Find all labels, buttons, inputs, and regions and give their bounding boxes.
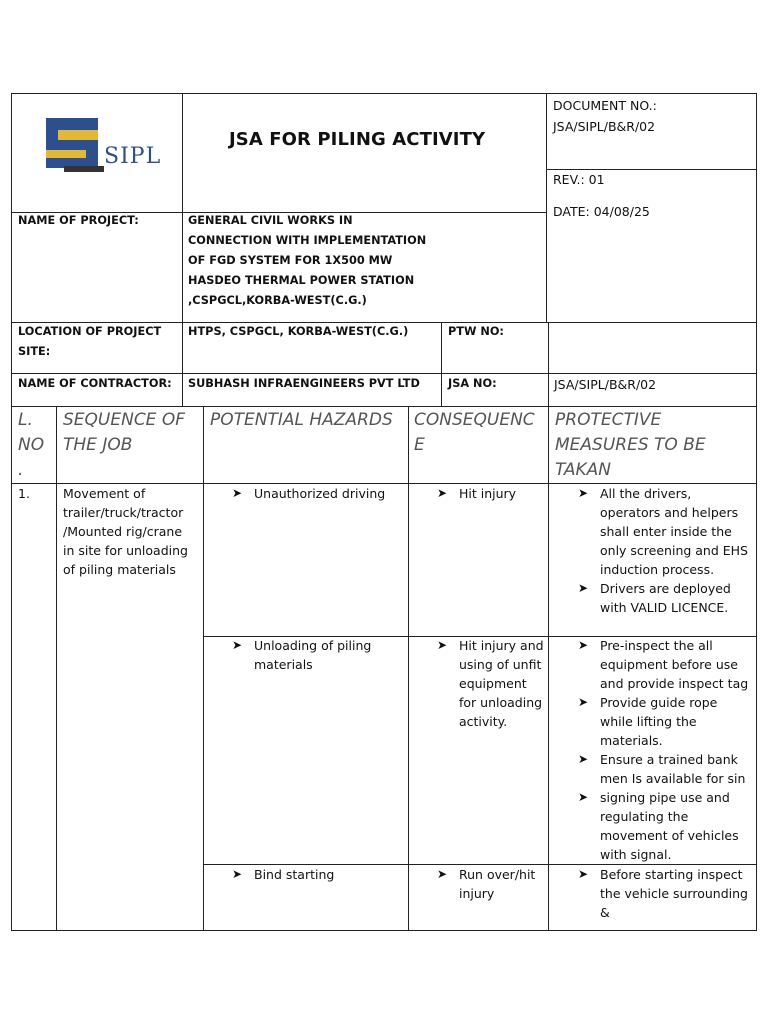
list-item: ➤ Ensure a trained bank men Is available for sin <box>578 752 746 786</box>
arrow-bullet-icon: ➤ <box>578 790 589 804</box>
sipl-logo-icon <box>44 116 106 172</box>
arrow-bullet-icon: ➤ <box>578 486 589 500</box>
col-header-sequence: SEQUENCE OF THE JOB <box>63 410 185 455</box>
row-sequence: Movement of trailer/truck/tractor /Mounted rig/crane in site for unloading of piling materials <box>63 486 188 577</box>
document-title: JSA FOR PILING ACTIVITY <box>229 129 486 150</box>
list-item: ➤ Pre-inspect the all equipment before use and provide inspect tag <box>578 638 749 691</box>
arrow-bullet-icon: ➤ <box>578 867 589 881</box>
col-header-hazards: POTENTIAL HAZARDS <box>210 410 393 430</box>
arrow-bullet-icon: ➤ <box>578 581 589 595</box>
col-header-measures: PROTECTIVE MEASURES TO BE TAKAN <box>555 410 706 480</box>
date: DATE: 04/08/25 <box>553 204 650 219</box>
col-header-consequence: CONSEQUENC E <box>414 410 535 455</box>
jsa-value: JSA/SIPL/B&R/02 <box>554 377 657 392</box>
document-no-label: DOCUMENT NO.: <box>553 98 657 113</box>
consequence-list <box>437 484 545 503</box>
list-item: ➤ Hit injury and using of unfit equipment for unloading activity. <box>437 638 544 729</box>
hazard-list <box>232 636 382 674</box>
arrow-bullet-icon: ➤ <box>437 486 448 500</box>
list-item: ➤ Provide guide rope while lifting the materials. <box>578 695 718 748</box>
ptw-label: PTW NO: <box>448 325 504 338</box>
document-no-value: JSA/SIPL/B&R/02 <box>553 119 656 134</box>
revision: REV.: 01 <box>553 172 605 187</box>
arrow-bullet-icon: ➤ <box>232 638 243 652</box>
list-item: ➤ signing pipe use and regulating the movement of vehicles with signal. <box>578 790 739 862</box>
list-item: ➤ Drivers are deployed with VALID LICENCE. <box>578 581 731 615</box>
contractor-label: NAME OF CONTRACTOR: <box>18 377 172 390</box>
list-item: ➤ Run over/hit injury <box>437 867 536 901</box>
arrow-bullet-icon: ➤ <box>232 486 243 500</box>
arrow-bullet-icon: ➤ <box>578 695 589 709</box>
measures-list <box>578 484 750 617</box>
jsa-label: JSA NO: <box>448 377 497 390</box>
consequence-list <box>437 636 545 731</box>
list-item: ➤ Hit injury <box>437 486 517 501</box>
arrow-bullet-icon: ➤ <box>578 752 589 766</box>
project-value: GENERAL CIVIL WORKS IN CONNECTION WITH IMPLEMENTATION OF FGD SYSTEM FOR 1X500 MW HASDEO THERMAL POWER STATION ,CSPGCL,KORBA-WEST(C.G.) <box>188 214 427 307</box>
arrow-bullet-icon: ➤ <box>437 867 448 881</box>
list-item: ➤ Before starting inspect the vehicle surrounding & <box>578 867 748 920</box>
arrow-bullet-icon: ➤ <box>232 867 243 881</box>
measures-list <box>578 636 750 864</box>
row-sl-no: 1. <box>18 486 30 501</box>
project-label: NAME OF PROJECT: <box>18 214 139 227</box>
arrow-bullet-icon: ➤ <box>578 638 589 652</box>
list-item: ➤ Unauthorized driving <box>232 486 386 501</box>
list-item: ➤ Unloading of piling materials <box>232 638 372 672</box>
col-header-sl-no: L. NO . <box>18 410 45 480</box>
contractor-value: SUBHASH INFRAENGINEERS PVT LTD <box>188 377 420 390</box>
list-item: ➤ Bind starting <box>232 867 335 882</box>
location-value: HTPS, CSPGCL, KORBA-WEST(C.G.) <box>188 325 409 338</box>
logo <box>44 116 170 172</box>
location-label: LOCATION OF PROJECT SITE: <box>18 325 162 358</box>
arrow-bullet-icon: ➤ <box>437 638 448 652</box>
list-item: ➤ All the drivers, operators and helpers shall enter inside the only screening and EHS induction process. <box>578 486 748 577</box>
hazard-list <box>232 865 402 884</box>
hazard-list <box>232 484 402 503</box>
consequence-list <box>437 865 545 903</box>
logo-text: SIPL <box>104 144 162 169</box>
measures-list <box>578 865 750 922</box>
